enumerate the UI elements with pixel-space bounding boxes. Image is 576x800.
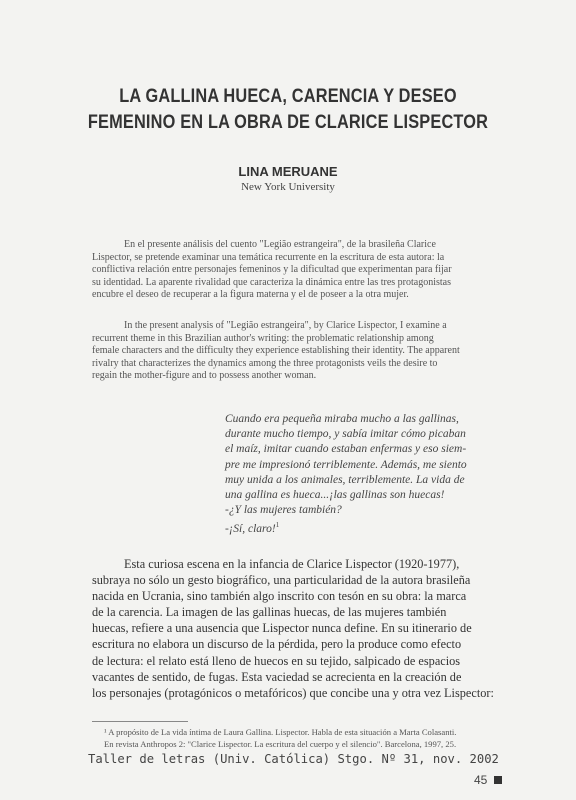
page-number: 45 xyxy=(474,773,488,787)
abstract-es-line: encubre el deseo de recuperar a la figura materna y el de poseer a la otra mujer. xyxy=(92,289,409,301)
page-marker-square-icon xyxy=(494,776,502,784)
epigraph xyxy=(225,412,505,537)
epigraph-line: una gallina es hueca...¡las gallinas son huecas! xyxy=(225,489,445,502)
footnote-marker: 1 xyxy=(275,521,280,530)
abstract-spanish xyxy=(92,239,497,302)
title-line-2: FEMENINO EN LA OBRA DE CLARICE LISPECTOR xyxy=(87,112,489,133)
body-line: vacantes de sentido, de fugas. Esta vaciedad se acrecienta en la creación de xyxy=(92,669,462,684)
journal-stamp: Taller de letras (Univ. Católica) Stgo. Nº 31, nov. 2002 xyxy=(88,752,499,766)
epigraph-line: -¡Sí, claro! xyxy=(225,523,276,536)
abstract-en-line: recurrent theme in this Brazilian author's writing: the problematic relationship among xyxy=(92,332,434,344)
epigraph-line: -¿Y las mujeres también? xyxy=(225,504,342,517)
abstract-en-line: In the present analysis of "Legião estrangeira", by Clarice Lispector, I examine a xyxy=(124,320,447,331)
footnote-rule xyxy=(92,721,188,722)
abstract-es-line: conflictiva relación entre personajes femeninos y la dificultad que experimentan para fijar xyxy=(92,264,452,276)
epigraph-line: pre me impresionó terriblemente. Además, me siento xyxy=(225,458,467,471)
abstract-en-line: female characters and the difficulty they experience establishing their identity. The apparent xyxy=(92,345,460,357)
body-line: nacida en Ucrania, sino también algo inscrito con tesón en su obra: la marca xyxy=(92,589,467,604)
abstract-es-line: Lispector, se pretende examinar una temática recurrente en la escritura de esta autora: la xyxy=(92,251,445,263)
epigraph-line: durante mucho tiempo, y sabía imitar cómo picaban xyxy=(225,428,466,441)
footnote xyxy=(104,727,499,750)
body-line: subraya no sólo un gesto biográfico, una particularidad de la autora brasileña xyxy=(92,573,471,588)
epigraph-line: muy unida a los animales, terriblemente. La vida de xyxy=(225,473,465,486)
epigraph-last-line xyxy=(225,518,505,537)
author-name: LINA MERUANE xyxy=(238,164,338,179)
body-line: Esta curiosa escena en la infancia de Clarice Lispector (1920-1977), xyxy=(124,557,460,571)
epigraph-line: el maíz, imitar cuando estaban enfermas y eso siem- xyxy=(225,443,467,456)
body-line: de lectura: el relato está lleno de huecos en su tejido, salpicado de espacios xyxy=(92,653,461,668)
abstract-en-line: regain the mother-figure and to possess another woman. xyxy=(92,370,317,382)
body-line: de la carencia. La imagen de las gallinas huecas, de las mujeres también xyxy=(92,605,447,620)
title-line-1: LA GALLINA HUECA, CARENCIA Y DESEO xyxy=(119,86,457,107)
epigraph-line: Cuando era pequeña miraba mucho a las gallinas, xyxy=(225,413,459,425)
abstract-es-line: su identidad. La aparente rivalidad que caracteriza la dinámica entre las tres protagonistas xyxy=(92,276,452,288)
abstract-en-line: rivalry that characterizes the dynamics among the three protagonists veils the desire to xyxy=(92,357,438,369)
body-line: los personajes (protagónicos o metafóricos) que concibe una y otra vez Lispector: xyxy=(92,685,494,700)
body-paragraph xyxy=(92,556,497,701)
author-affiliation: New York University xyxy=(241,181,335,193)
footnote-line: En revista Anthropos 2: "Clarice Lispector. La escritura del cuerpo y el silencio". Barcelona, 1997, 25. xyxy=(104,738,457,749)
abstract-english xyxy=(92,320,497,383)
footnote-line: ¹ A propósito de La vida íntima de Laura Gallina. Lispector. Habla de esta situación a Marta Colasanti. xyxy=(104,727,457,737)
abstract-es-line: En el presente análisis del cuento "Legião estrangeira", de la brasileña Clarice xyxy=(124,239,436,250)
body-line: huecas, refiere a una ausencia que Lispector nunca define. En su itinerario de xyxy=(92,621,472,636)
body-line: escritura no elabora un discurso de la pérdida, pero la produce como efecto xyxy=(92,637,462,652)
